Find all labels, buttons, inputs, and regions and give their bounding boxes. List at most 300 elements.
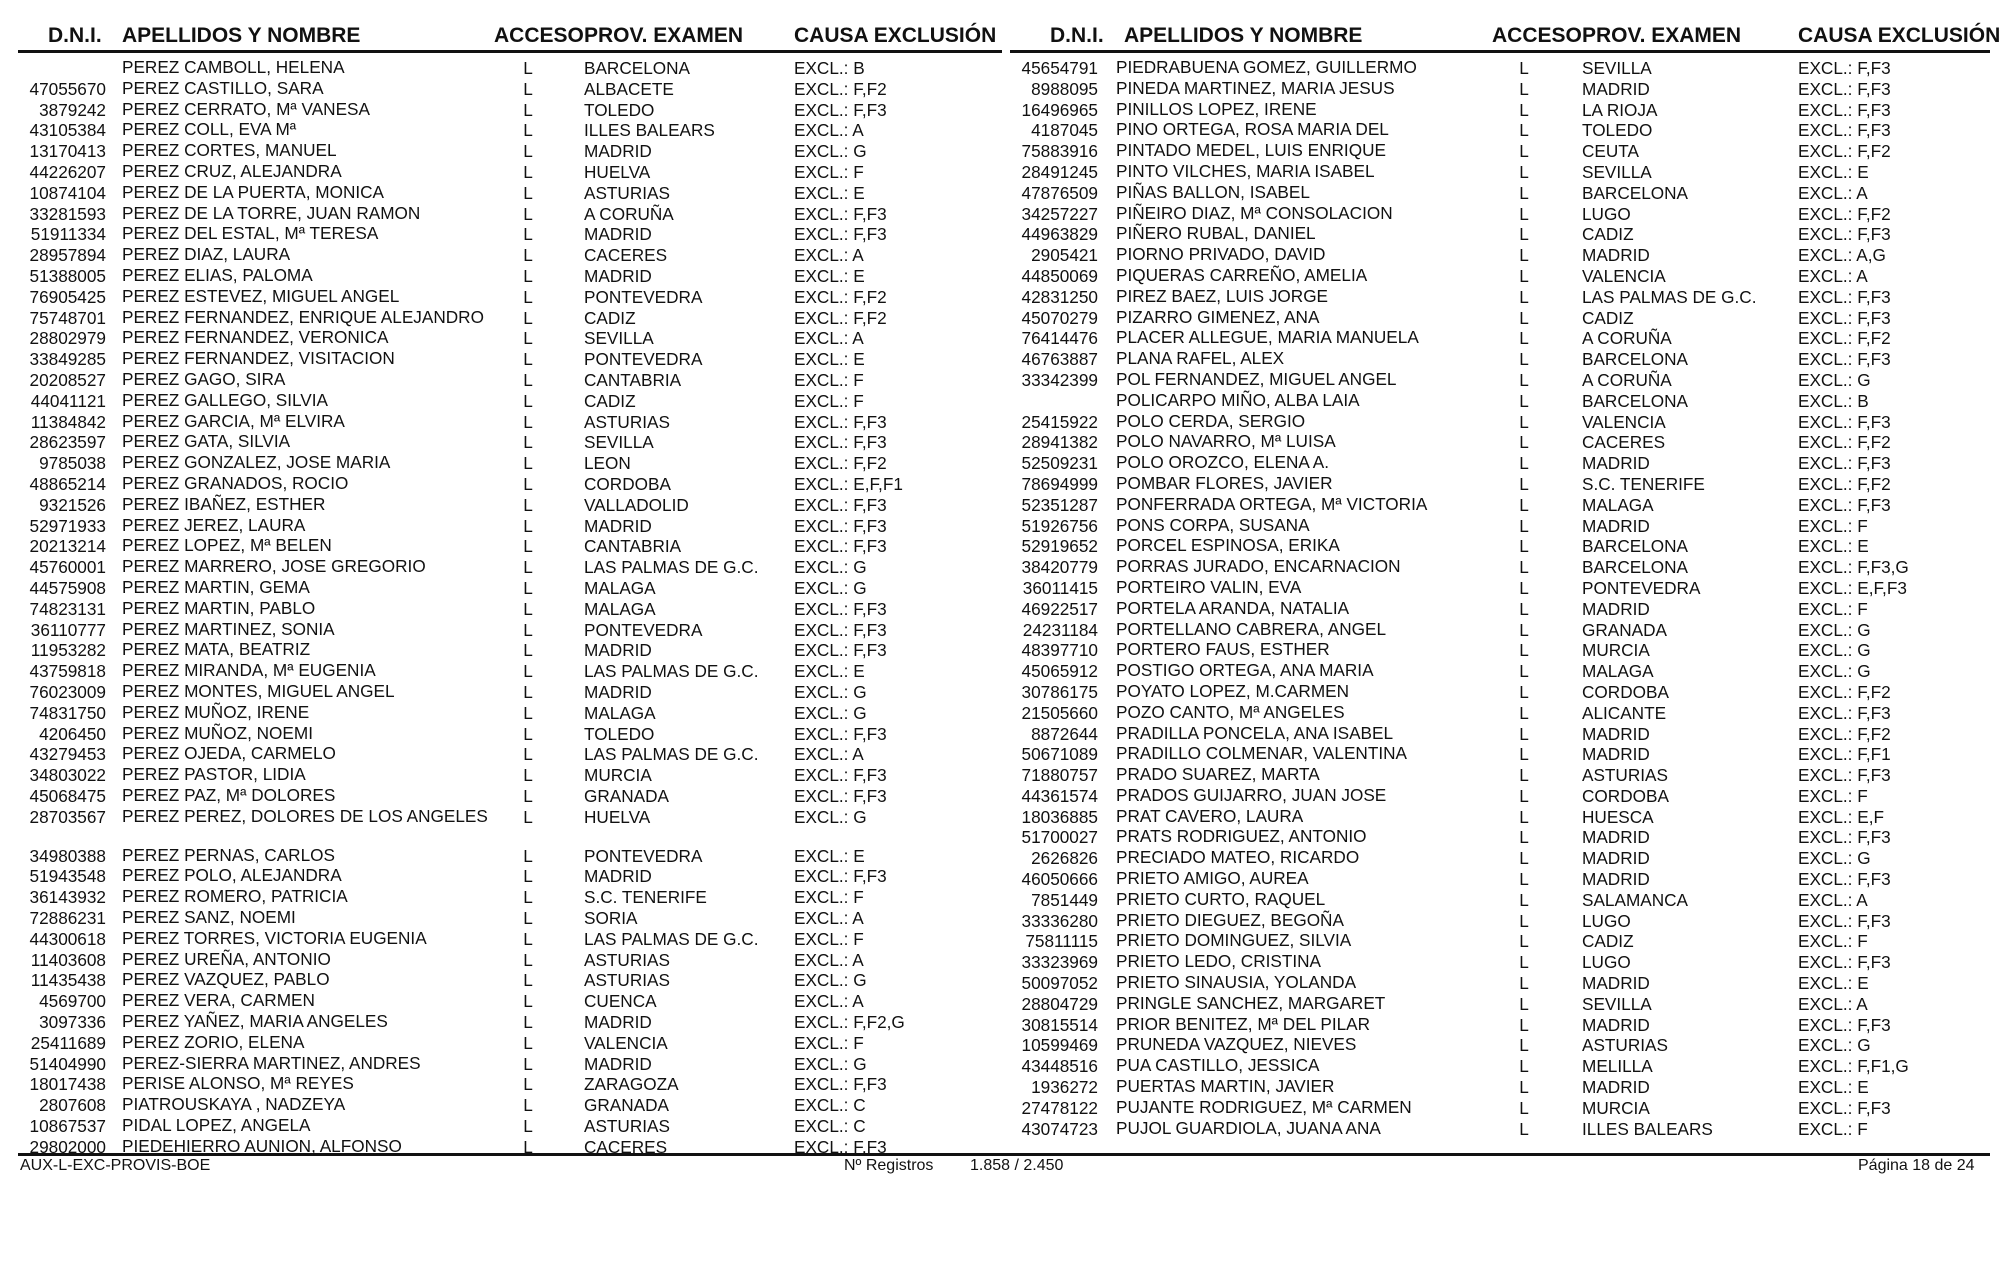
dni-cell: 4206450: [39, 723, 106, 744]
causa-cell: EXCL.: F,F1: [1798, 744, 1891, 765]
header-acceso: ACCESO: [1492, 24, 1582, 47]
acceso-cell: L: [523, 1095, 533, 1116]
acceso-cell: L: [523, 723, 533, 744]
causa-cell: EXCL.: F,F3: [794, 640, 887, 661]
prov-cell: CADIZ: [1582, 224, 1634, 245]
table-row: [18, 516, 1002, 537]
dni-cell: 33342399: [1021, 369, 1098, 390]
acceso-cell: L: [523, 845, 533, 866]
dni-cell: 44963829: [1021, 224, 1098, 245]
name-cell: POYATO LOPEZ, M.CARMEN: [1116, 680, 1350, 701]
table-row: [18, 846, 1002, 867]
causa-cell: EXCL.: F,F3: [1798, 349, 1891, 370]
dni-cell: 33336280: [1021, 910, 1098, 931]
dni-cell: 45654791: [1021, 58, 1098, 78]
causa-cell: EXCL.: A: [794, 949, 864, 970]
causa-cell: EXCL.: F,F3: [794, 1074, 887, 1095]
prov-cell: ASTURIAS: [1582, 1035, 1668, 1056]
name-cell: PRIETO DIEGUEZ, BEGOÑA: [1116, 909, 1344, 930]
acceso-cell: L: [1519, 806, 1529, 827]
name-cell: PORCEL ESPINOSA, ERIKA: [1116, 535, 1340, 556]
table-row: [1010, 994, 1990, 1015]
header-prov: PROV. EXAMEN: [1582, 24, 1742, 47]
table-row: [18, 58, 1002, 79]
prov-cell: CANTABRIA: [584, 369, 682, 390]
name-cell: PEREZ GALLEGO, SILVIA: [122, 389, 329, 410]
name-cell: PIQUERAS CARREÑO, AMELIA: [1116, 264, 1368, 285]
registros-value: 1.858 / 2.450: [970, 1157, 1064, 1174]
acceso-cell: L: [1519, 702, 1529, 723]
dni-cell: 43448516: [1021, 1056, 1098, 1077]
prov-cell: MADRID: [1582, 744, 1650, 765]
acceso-cell: L: [523, 557, 533, 578]
acceso-cell: L: [523, 1116, 533, 1137]
table-row: [18, 204, 1002, 225]
dni-cell: 28941382: [1021, 432, 1098, 453]
table-row: [1010, 224, 1990, 245]
table-row: [18, 162, 1002, 183]
name-cell: PEREZ SANZ, NOEMI: [122, 907, 296, 928]
dni-cell: 28623597: [29, 432, 106, 453]
acceso-cell: L: [523, 598, 533, 619]
table-row: [18, 224, 1002, 245]
prov-cell: CADIZ: [1582, 931, 1634, 952]
dni-cell: 51388005: [29, 265, 106, 286]
table-row: [1010, 412, 1990, 433]
name-cell: PEREZ CORTES, MANUEL: [122, 140, 337, 161]
acceso-cell: L: [523, 286, 533, 307]
name-cell: PEREZ CASTILLO, SARA: [122, 77, 324, 98]
acceso-cell: L: [523, 99, 533, 120]
dni-cell: 1936272: [1031, 1077, 1098, 1098]
name-cell: PEREZ MONTES, MIGUEL ANGEL: [122, 680, 395, 701]
dni-cell: 33281593: [29, 203, 106, 224]
causa-cell: EXCL.: G: [794, 806, 867, 827]
acceso-cell: L: [523, 991, 533, 1012]
name-cell: POLICARPO MIÑO, ALBA LAIA: [1116, 389, 1360, 410]
prov-cell: MADRID: [1582, 723, 1650, 744]
name-cell: PEREZ GARCIA, Mª ELVIRA: [122, 410, 345, 431]
causa-cell: EXCL.: C: [794, 1095, 866, 1116]
causa-cell: EXCL.: F: [1798, 1118, 1868, 1139]
dni-cell: 44041121: [30, 390, 106, 411]
causa-cell: EXCL.: B: [1798, 390, 1869, 411]
left-rows: [18, 58, 1002, 1158]
name-cell: PEREZ MUÑOZ, NOEMI: [122, 722, 313, 743]
dni-cell: 21505660: [1021, 702, 1098, 723]
table-row: [18, 599, 1002, 620]
table-row: [1010, 370, 1990, 391]
causa-cell: EXCL.: F,F3: [1798, 702, 1891, 723]
acceso-cell: L: [523, 369, 533, 390]
prov-cell: MALAGA: [1582, 494, 1654, 515]
dni-cell: 28703567: [29, 806, 106, 827]
prov-cell: ALBACETE: [584, 78, 674, 99]
acceso-cell: L: [523, 681, 533, 702]
name-cell: PRINGLE SANCHEZ, MARGARET: [1116, 992, 1386, 1013]
prov-cell: MADRID: [584, 1012, 652, 1033]
name-cell: PEREZ-SIERRA MARTINEZ, ANDRES: [122, 1052, 421, 1073]
name-cell: PONS CORPA, SUSANA: [1116, 514, 1310, 535]
causa-cell: EXCL.: F,F3,G: [1798, 557, 1909, 578]
prov-cell: ILLES BALEARS: [584, 120, 715, 141]
prov-cell: HUESCA: [1582, 806, 1654, 827]
dni-cell: 34257227: [1021, 203, 1098, 224]
causa-cell: EXCL.: F,F3: [1798, 827, 1891, 848]
acceso-cell: L: [1519, 453, 1529, 474]
dni-cell: 29802000: [29, 1136, 106, 1157]
prov-cell: SALAMANCA: [1582, 889, 1689, 910]
prov-cell: VALENCIA: [1582, 411, 1666, 432]
table-row: [18, 245, 1002, 266]
causa-cell: EXCL.: F,F3: [794, 1136, 887, 1157]
dni-cell: 10599469: [1021, 1035, 1098, 1056]
prov-cell: MADRID: [1582, 1014, 1650, 1035]
acceso-cell: L: [1519, 58, 1529, 78]
causa-cell: EXCL.: G: [794, 1053, 867, 1074]
acceso-cell: L: [523, 141, 533, 162]
table-row: [1010, 204, 1990, 225]
table-row: [18, 970, 1002, 991]
table-row: [1010, 786, 1990, 807]
acceso-cell: L: [523, 1032, 533, 1053]
table-row: [18, 1074, 1002, 1095]
header-dni: D.N.I.: [1050, 24, 1104, 47]
table-row: [18, 287, 1002, 308]
prov-cell: BARCELONA: [1582, 349, 1689, 370]
acceso-cell: L: [523, 58, 533, 78]
dni-cell: 11435438: [30, 970, 106, 991]
prov-cell: MADRID: [1582, 245, 1650, 266]
causa-cell: EXCL.: F,F3: [794, 785, 887, 806]
acceso-cell: L: [523, 1012, 533, 1033]
causa-cell: EXCL.: F,F3: [1798, 99, 1891, 120]
name-cell: PRADO SUAREZ, MARTA: [1116, 764, 1320, 785]
table-row: [1010, 911, 1990, 932]
table-row: [18, 682, 1002, 703]
acceso-cell: L: [523, 928, 533, 949]
prov-cell: ASTURIAS: [584, 1116, 670, 1137]
name-cell: PEREZ PAZ, Mª DOLORES: [122, 784, 336, 805]
table-row: [18, 536, 1002, 557]
dni-cell: 25415922: [1021, 411, 1098, 432]
prov-cell: GRANADA: [1582, 619, 1667, 640]
causa-cell: EXCL.: A: [794, 744, 864, 765]
table-row: [1010, 827, 1990, 848]
causa-cell: EXCL.: F,F3: [1798, 224, 1891, 245]
name-cell: POLO CERDA, SERGIO: [1116, 410, 1306, 431]
name-cell: PINO ORTEGA, ROSA MARIA DEL: [1116, 119, 1389, 140]
dni-cell: 28802979: [29, 328, 106, 349]
causa-cell: EXCL.: A: [1798, 265, 1868, 286]
prov-cell: BARCELONA: [1582, 182, 1689, 203]
dni-cell: 13170413: [29, 141, 106, 162]
table-row: [18, 349, 1002, 370]
prov-cell: MADRID: [584, 681, 652, 702]
table-row: [18, 578, 1002, 599]
table-row: [1010, 703, 1990, 724]
acceso-cell: L: [523, 473, 533, 494]
prov-cell: TOLEDO: [1582, 120, 1653, 141]
table-row: [1010, 474, 1990, 495]
causa-cell: EXCL.: A: [1798, 993, 1868, 1014]
table-row: [1010, 183, 1990, 204]
acceso-cell: L: [1519, 723, 1529, 744]
dni-cell: 33849285: [29, 349, 106, 370]
table-row: [1010, 973, 1990, 994]
dni-cell: 46763887: [1021, 349, 1098, 370]
table-row: [18, 412, 1002, 433]
acceso-cell: L: [523, 1136, 533, 1157]
causa-cell: EXCL.: G: [1798, 640, 1871, 661]
acceso-cell: L: [523, 785, 533, 806]
name-cell: PUJOL GUARDIOLA, JUANA ANA: [1116, 1117, 1381, 1138]
name-cell: PEREZ ESTEVEZ, MIGUEL ANGEL: [122, 285, 400, 306]
causa-cell: EXCL.: F,F3: [794, 723, 887, 744]
dni-cell: 28957894: [29, 245, 106, 266]
acceso-cell: L: [523, 1074, 533, 1095]
dni-cell: 43074723: [1021, 1118, 1098, 1139]
prov-cell: MALAGA: [584, 598, 656, 619]
name-cell: PEREZ DIAZ, LAURA: [122, 244, 291, 265]
header-nombre: APELLIDOS Y NOMBRE: [1124, 24, 1363, 47]
acceso-cell: L: [523, 949, 533, 970]
table-row: [18, 1116, 1002, 1137]
causa-cell: EXCL.: F: [794, 928, 864, 949]
dni-cell: 45760001: [29, 557, 106, 578]
table-row: [1010, 495, 1990, 516]
causa-cell: EXCL.: A: [794, 908, 864, 929]
table-row: [1010, 162, 1990, 183]
prov-cell: CADIZ: [584, 390, 636, 411]
causa-cell: EXCL.: E,F,F3: [1798, 577, 1907, 598]
acceso-cell: L: [523, 203, 533, 224]
causa-cell: EXCL.: F,F2: [1798, 681, 1891, 702]
prov-cell: ASTURIAS: [1582, 765, 1668, 786]
name-cell: PORTEIRO VALIN, EVA: [1116, 576, 1302, 597]
prov-cell: S.C. TENERIFE: [1582, 473, 1705, 494]
name-cell: PIZARRO GIMENEZ, ANA: [1116, 306, 1320, 327]
prov-cell: CORDOBA: [1582, 681, 1669, 702]
name-cell: PINEDA MARTINEZ, MARIA JESUS: [1116, 77, 1395, 98]
acceso-cell: L: [1519, 993, 1529, 1014]
acceso-cell: L: [523, 161, 533, 182]
prov-cell: HUELVA: [584, 806, 651, 827]
dni-cell: 52351287: [1021, 494, 1098, 515]
table-row: [1010, 100, 1990, 121]
prov-cell: MURCIA: [584, 765, 652, 786]
name-cell: PIÑEIRO DIAZ, Mª CONSOLACION: [1116, 202, 1393, 223]
left-column-header: [18, 22, 1002, 48]
prov-cell: ASTURIAS: [584, 970, 670, 991]
causa-cell: EXCL.: F,F2: [794, 453, 887, 474]
table-row: [18, 120, 1002, 141]
dni-cell: 51404990: [29, 1053, 106, 1074]
dni-cell: 30815514: [1021, 1014, 1098, 1035]
table-row: [1010, 287, 1990, 308]
prov-cell: A CORUÑA: [584, 203, 674, 224]
dni-cell: 76905425: [29, 286, 106, 307]
name-cell: POLO NAVARRO, Mª LUISA: [1116, 431, 1336, 452]
registros-label: Nº Registros: [844, 1157, 934, 1174]
prov-cell: CEUTA: [1582, 141, 1639, 162]
causa-cell: EXCL.: F,F3: [1798, 286, 1891, 307]
dni-cell: 75748701: [29, 307, 106, 328]
acceso-cell: L: [523, 744, 533, 765]
prov-cell: CANTABRIA: [584, 536, 682, 557]
table-row: [1010, 1119, 1990, 1140]
header-dni: D.N.I.: [48, 24, 102, 47]
name-cell: PEREZ CRUZ, ALEJANDRA: [122, 160, 342, 181]
dni-cell: 11953282: [30, 640, 106, 661]
acceso-cell: L: [1519, 411, 1529, 432]
acceso-cell: L: [1519, 889, 1529, 910]
table-row: [1010, 1015, 1990, 1036]
table-row: [18, 100, 1002, 121]
acceso-cell: L: [523, 536, 533, 557]
prov-cell: CACERES: [584, 245, 668, 266]
table-row: [18, 183, 1002, 204]
name-cell: PLANA RAFEL, ALEX: [1116, 348, 1285, 369]
prov-cell: MURCIA: [1582, 1097, 1650, 1118]
dni-cell: 78694999: [1021, 473, 1098, 494]
table-row: [1010, 931, 1990, 952]
acceso-cell: L: [1519, 681, 1529, 702]
causa-cell: EXCL.: F,F2: [794, 307, 887, 328]
table-row: [1010, 79, 1990, 100]
prov-cell: CORDOBA: [1582, 785, 1669, 806]
table-row: [1010, 245, 1990, 266]
prov-cell: MADRID: [584, 1053, 652, 1074]
name-cell: PEREZ DE LA TORRE, JUAN RAMON: [122, 202, 421, 223]
table-row: [18, 807, 1002, 846]
acceso-cell: L: [523, 494, 533, 515]
prov-cell: MADRID: [1582, 848, 1650, 869]
table-row: [1010, 141, 1990, 162]
dni-cell: 3879242: [39, 99, 106, 120]
dni-cell: 7851449: [1031, 889, 1098, 910]
causa-cell: EXCL.: G: [794, 577, 867, 598]
causa-cell: EXCL.: F,F3: [1798, 1014, 1891, 1035]
name-cell: PEREZ GRANADOS, ROCIO: [122, 472, 349, 493]
name-cell: PRADOS GUIJARRO, JUAN JOSE: [1116, 784, 1387, 805]
causa-cell: EXCL.: F,F2: [1798, 432, 1891, 453]
name-cell: PEREZ GONZALEZ, JOSE MARIA: [122, 452, 391, 473]
name-cell: PERISE ALONSO, Mª REYES: [122, 1073, 354, 1094]
name-cell: PEREZ ROMERO, PATRICIA: [122, 886, 348, 907]
causa-cell: EXCL.: G: [1798, 1035, 1871, 1056]
causa-cell: EXCL.: F,F3: [1798, 910, 1891, 931]
acceso-cell: L: [1519, 265, 1529, 286]
causa-cell: EXCL.: E: [1798, 161, 1869, 182]
causa-cell: EXCL.: G: [794, 970, 867, 991]
name-cell: PEREZ VAZQUEZ, PABLO: [122, 969, 330, 990]
causa-cell: EXCL.: F: [794, 369, 864, 390]
prov-cell: SEVILLA: [584, 432, 654, 453]
causa-cell: EXCL.: E: [794, 845, 865, 866]
table-row: [18, 1033, 1002, 1054]
prov-cell: ASTURIAS: [584, 949, 670, 970]
table-row: [1010, 765, 1990, 786]
dni-cell: 76414476: [1021, 328, 1098, 349]
table-row: [18, 1012, 1002, 1033]
name-cell: PEREZ ZORIO, ELENA: [122, 1031, 305, 1052]
acceso-cell: L: [1519, 1097, 1529, 1118]
acceso-cell: L: [1519, 557, 1529, 578]
table-row: [18, 866, 1002, 887]
dni-cell: 36110777: [30, 619, 106, 640]
header-causa: CAUSA EXCLUSIÓN: [1798, 24, 2000, 47]
dni-cell: 44361574: [1021, 785, 1098, 806]
name-cell: PEREZ PASTOR, LIDIA: [122, 764, 306, 785]
causa-cell: EXCL.: E: [794, 265, 865, 286]
dni-cell: 20208527: [29, 369, 106, 390]
table-row: [18, 453, 1002, 474]
table-row: [1010, 1098, 1990, 1119]
causa-cell: EXCL.: F,F3: [794, 99, 887, 120]
table-row: [1010, 848, 1990, 869]
prov-cell: CORDOBA: [584, 473, 671, 494]
prov-cell: VALENCIA: [1582, 265, 1666, 286]
acceso-cell: L: [1519, 245, 1529, 266]
causa-cell: EXCL.: F,F3: [1798, 58, 1891, 78]
acceso-cell: L: [1519, 536, 1529, 557]
dni-cell: 43105384: [29, 120, 106, 141]
prov-cell: A CORUÑA: [1582, 328, 1672, 349]
dni-cell: 33323969: [1021, 952, 1098, 973]
prov-cell: SORIA: [584, 908, 638, 929]
causa-cell: EXCL.: F,F3: [794, 765, 887, 786]
table-row: [18, 991, 1002, 1012]
dni-cell: 76023009: [29, 681, 106, 702]
causa-cell: EXCL.: F,F3: [794, 515, 887, 536]
acceso-cell: L: [523, 245, 533, 266]
acceso-cell: L: [1519, 577, 1529, 598]
dni-cell: 34803022: [29, 765, 106, 786]
causa-cell: EXCL.: G: [1798, 619, 1871, 640]
causa-cell: EXCL.: F: [1798, 515, 1868, 536]
table-row: [18, 328, 1002, 349]
table-row: [18, 786, 1002, 807]
dni-cell: 8872644: [1031, 723, 1098, 744]
dni-cell: 28491245: [1021, 161, 1098, 182]
table-row: [1010, 620, 1990, 641]
name-cell: PEREZ TORRES, VICTORIA EUGENIA: [122, 927, 427, 948]
prov-cell: MALAGA: [584, 702, 656, 723]
name-cell: PEREZ UREÑA, ANTONIO: [122, 948, 331, 969]
prov-cell: PONTEVEDRA: [1582, 577, 1701, 598]
causa-cell: EXCL.: A: [1798, 889, 1868, 910]
acceso-cell: L: [523, 619, 533, 640]
causa-cell: EXCL.: G: [794, 557, 867, 578]
name-cell: PEREZ MUÑOZ, IRENE: [122, 701, 310, 722]
name-cell: PEREZ JEREZ, LAURA: [122, 514, 306, 535]
name-cell: PINILLOS LOPEZ, IRENE: [1116, 98, 1317, 119]
table-row: [1010, 952, 1990, 973]
causa-cell: EXCL.: G: [1798, 369, 1871, 390]
name-cell: POZO CANTO, Mª ANGELES: [1116, 701, 1345, 722]
prov-cell: PONTEVEDRA: [584, 845, 703, 866]
acceso-cell: L: [1519, 1118, 1529, 1139]
causa-cell: EXCL.: G: [794, 141, 867, 162]
dni-cell: 71880757: [1021, 765, 1098, 786]
prov-cell: LAS PALMAS DE G.C.: [1582, 286, 1757, 307]
dni-cell: 50671089: [1021, 744, 1098, 765]
prov-cell: MADRID: [584, 224, 652, 245]
prov-cell: GRANADA: [584, 1095, 669, 1116]
table-row: [18, 79, 1002, 100]
table-row: [18, 308, 1002, 329]
